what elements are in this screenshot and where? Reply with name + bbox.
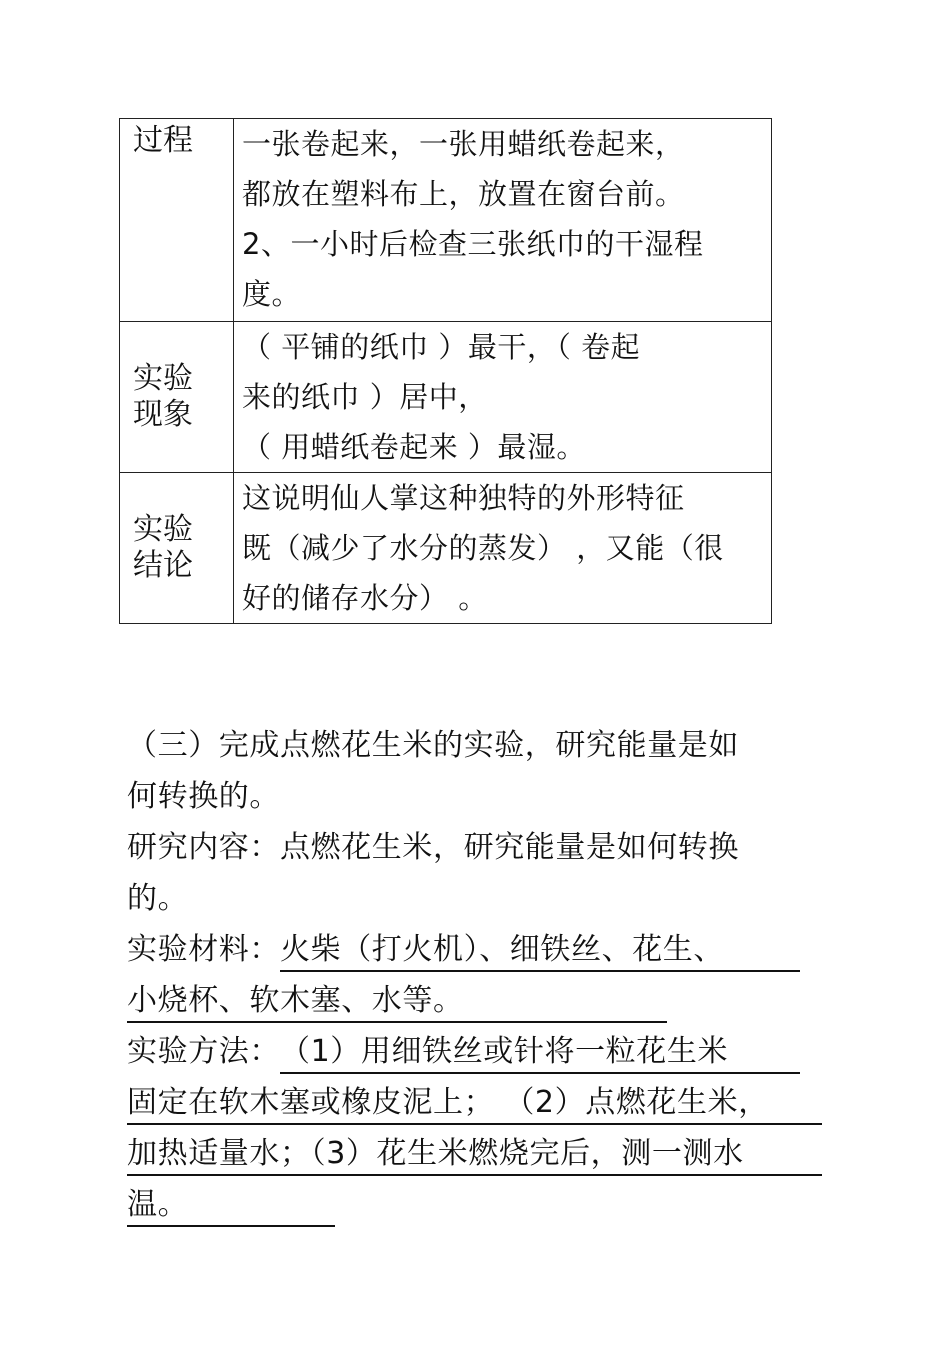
label-line: 现象 — [133, 397, 193, 432]
method-line — [127, 1077, 827, 1128]
section-title: 何转换的。 — [127, 779, 280, 814]
experiment-table — [119, 118, 772, 624]
row-content — [234, 322, 772, 473]
label-line: 结论 — [133, 548, 193, 583]
content-line: 度。 — [242, 277, 302, 311]
content-line: 好的储存水分） 。 — [242, 581, 488, 615]
research-content: 的。 — [127, 881, 189, 916]
label-line: 过程 — [133, 123, 193, 158]
content-line: （ 平铺的纸巾 ）最干，（ 卷起 — [242, 330, 641, 364]
section-three — [127, 720, 827, 1230]
materials-label: 实验材料： — [127, 932, 280, 967]
section-title: （三）完成点燃花生米的实验，研究能量是如 — [127, 728, 739, 763]
label-line: 实验 — [133, 361, 193, 396]
row-label — [120, 322, 234, 473]
materials-answer: 小烧杯、软木塞、水等。 — [127, 981, 667, 1023]
table-row — [120, 119, 772, 322]
method-label: 实验方法： — [127, 1034, 280, 1069]
content-line: 一张卷起来，一张用蜡纸卷起来， — [242, 127, 685, 161]
method-answer: 固定在软木塞或橡皮泥上； （2）点燃花生米， — [127, 1083, 822, 1125]
row-content — [234, 119, 772, 322]
content-line: 既（减少了水分的蒸发） ，又能（很 — [242, 531, 724, 565]
content-line: 2、一小时后检查三张纸巾的干湿程 — [242, 227, 704, 261]
content-line: 都放在塑料布上，放置在窗台前。 — [242, 177, 685, 211]
materials-line — [127, 924, 827, 975]
method-line — [127, 1128, 827, 1179]
row-label — [120, 119, 234, 322]
method-answer: 加热适量水；（3）花生米燃烧完后，测一测水 — [127, 1134, 822, 1176]
table-row — [120, 322, 772, 473]
row-content — [234, 473, 772, 624]
label-line: 实验 — [133, 512, 193, 547]
content-line: 这说明仙人掌这种独特的外形特征 — [242, 481, 685, 515]
method-line — [127, 1179, 827, 1230]
content-line: 来的纸巾 ）居中， — [242, 380, 488, 414]
research-content: 研究内容：点燃花生米，研究能量是如何转换 — [127, 830, 739, 865]
table-row — [120, 473, 772, 624]
materials-answer: 火柴（打火机）、细铁丝、花生、 — [280, 930, 800, 972]
content-line: （ 用蜡纸卷起来 ）最湿。 — [242, 430, 586, 464]
method-line — [127, 1026, 827, 1077]
method-answer: （1）用细铁丝或针将一粒花生米 — [280, 1032, 800, 1074]
method-answer: 温。 — [127, 1185, 335, 1227]
materials-line — [127, 975, 827, 1026]
row-label — [120, 473, 234, 624]
